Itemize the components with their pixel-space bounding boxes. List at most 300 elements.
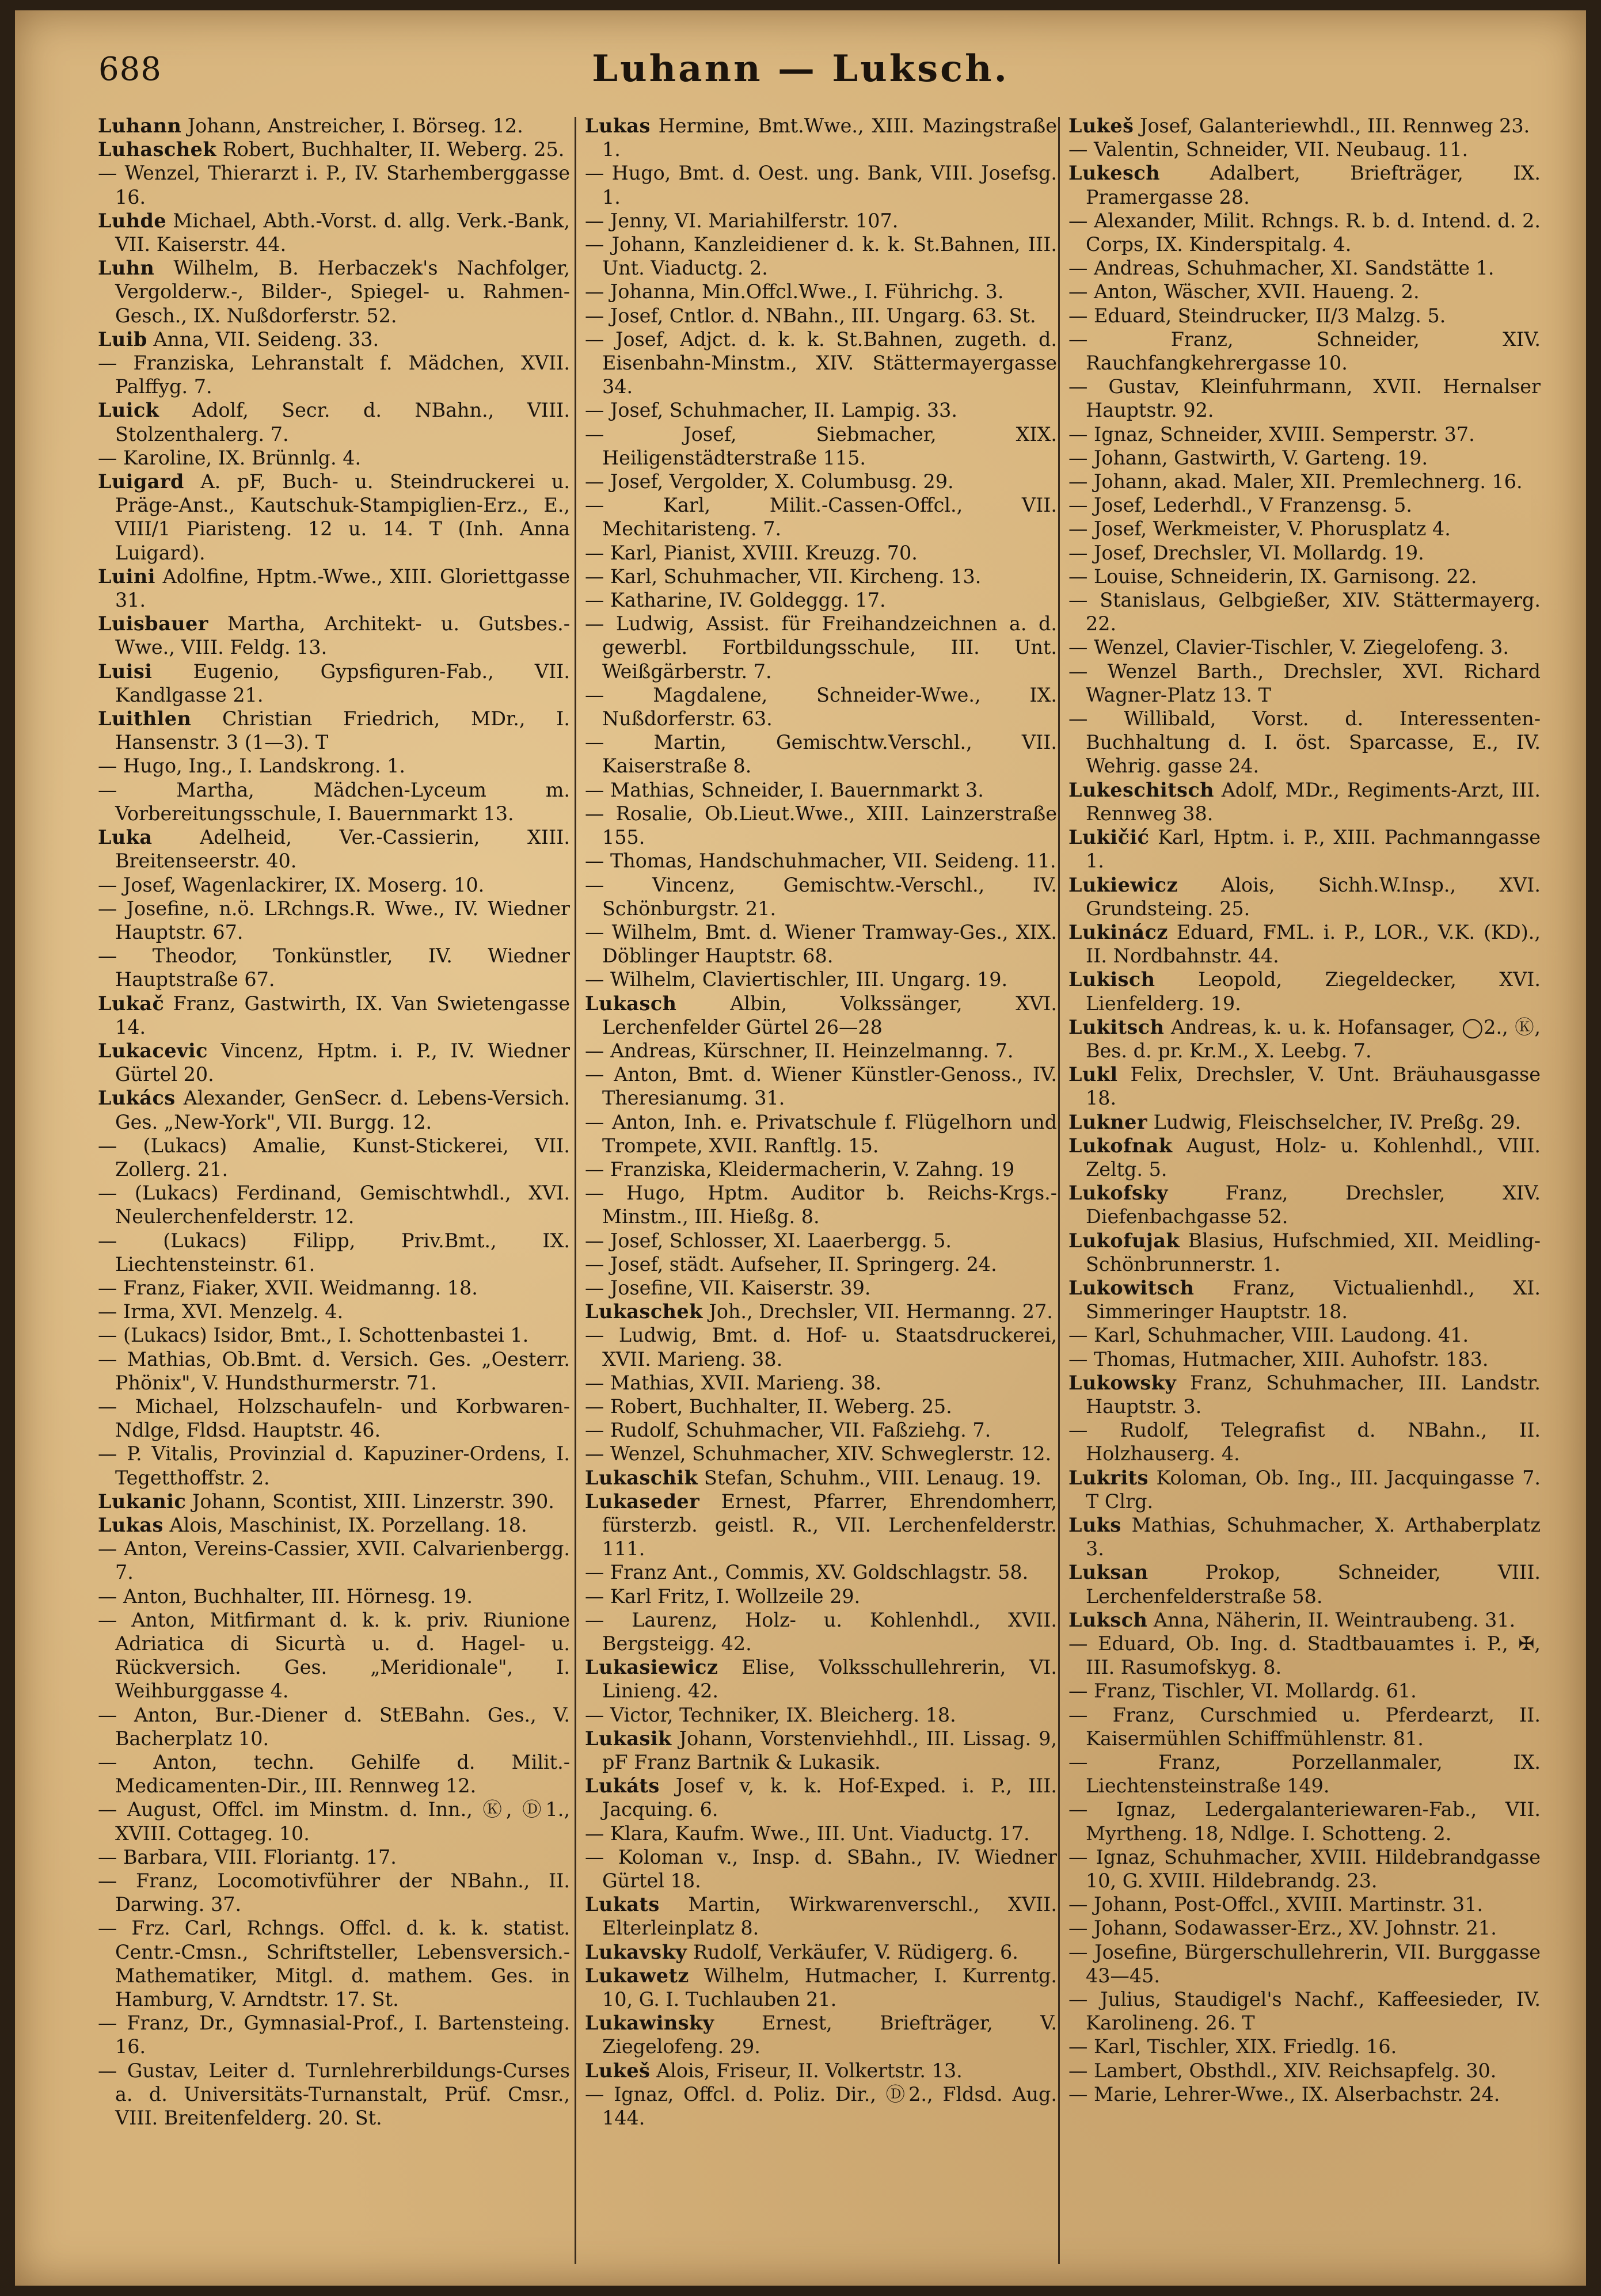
directory-entry: [98, 778, 570, 825]
directory-entry: [98, 2059, 570, 2130]
directory-entry: [98, 1703, 570, 1750]
entry-details: — Wenzel, Clavier-Tischler, V. Ziegelofeng. 3.: [1068, 636, 1509, 659]
entry-details: — Anton, Inh. e. Privatschule f. Flügelhorn und Trompete, XVII. Ranftlg. 15.: [585, 1110, 1057, 1157]
directory-entry: [98, 1608, 570, 1703]
directory-entry: [1068, 1845, 1541, 1893]
entry-details: Wilhelm, Hutmacher, I. Kurrentg. 10, G. I. Tuchlauben 21.: [602, 1964, 1057, 2011]
entry-details: — Josef, Cntlor. d. NBahn., III. Ungarg. 63. St.: [585, 304, 1036, 327]
directory-entry: [585, 1039, 1057, 1063]
directory-entry: [585, 304, 1057, 328]
directory-entry: [98, 1323, 570, 1347]
directory-entry: [585, 1110, 1057, 1157]
entry-details: — Lambert, Obsthdl., XIV. Reichsapfelg. 30.: [1068, 2059, 1497, 2082]
entry-details: Leopold, Ziegeldecker, XVI. Lienfelderg. 19.: [1086, 968, 1541, 1015]
entry-details: Christian Friedrich, MDr., I. Hansenstr. 3 (1—3). T: [115, 707, 570, 754]
directory-entry: [1068, 517, 1541, 540]
directory-entry: [1068, 1987, 1541, 2035]
entry-details: — Karl, Milit.-Cassen-Offcl., VII. Mechitaristeng. 7.: [585, 494, 1057, 540]
entry-details: — Irma, XVI. Menzelg. 4.: [98, 1300, 344, 1323]
entry-details: — Josef, Drechsler, VI. Mollardg. 19.: [1068, 541, 1424, 564]
directory-entry: [1068, 635, 1541, 659]
entry-surname: Lukitsch: [1068, 1015, 1165, 1038]
entry-surname: Lukofujak: [1068, 1229, 1180, 1252]
directory-entry: [1068, 588, 1541, 635]
entry-surname: Lukats: [585, 1893, 660, 1916]
directory-entry: [1068, 1750, 1541, 1798]
directory-entry: [98, 1585, 570, 1608]
entry-details: Albin, Volkssänger, XVI. Lerchenfelder Gürtel 26—28: [602, 992, 1057, 1038]
entry-details: Prokop, Schneider, VIII. Lerchenfelderstraße 58.: [1086, 1561, 1541, 1608]
entry-details: Adelheid, Ver.-Cassierin, XIII. Breitenseerstr. 40.: [115, 826, 570, 873]
entry-details: — Josef, Siebmacher, XIX. Heiligenstädterstraße 115.: [585, 422, 1057, 469]
entry-details: — Mathias, Ob.Bmt. d. Versich. Ges. „Oesterr. Phönix", V. Hundsthurmerstr. 71.: [98, 1347, 570, 1394]
entry-details: — Anton, Bur.-Diener d. StEBahn. Ges., V. Bacherplatz 10.: [98, 1703, 570, 1750]
entry-details: — Ignaz, Ledergalanteriewaren-Fab., VII. Myrtheng. 18, Ndlge. I. Schotteng. 2.: [1068, 1798, 1541, 1845]
directory-entry: [98, 1229, 570, 1276]
entry-details: — Anton, Bmt. d. Wiener Künstler-Genoss., IV. Theresianumg. 31.: [585, 1063, 1057, 1110]
entry-details: — Franz, Tischler, VI. Mollardg. 61.: [1068, 1680, 1417, 1703]
entry-surname: Luigard: [98, 470, 184, 493]
directory-entry: [1068, 920, 1541, 968]
entry-details: Alois, Maschinist, IX. Porzellang. 18.: [169, 1513, 527, 1536]
entry-surname: Lukanic: [98, 1490, 187, 1513]
entry-details: Johann, Vorstenviehhdl., III. Lissag. 9, pF Franz Bartnik & Lukasik.: [602, 1727, 1057, 1774]
entry-details: — Josefine, Bürgerschullehrerin, VII. Burggasse 43—45.: [1068, 1940, 1541, 1987]
directory-entry: [1068, 422, 1541, 446]
directory-entry: [98, 161, 570, 208]
directory-entry: [98, 660, 570, 707]
entry-details: Franz, Gastwirth, IX. Van Swietengasse 14.: [115, 992, 570, 1038]
entry-details: — Josef, Schlosser, XI. Laaerbergg. 5.: [585, 1229, 952, 1252]
directory-entry: [585, 1727, 1057, 1774]
entry-surname: Lukinácz: [1068, 920, 1168, 943]
directory-entry: [585, 1940, 1057, 1964]
entry-details: Ludwig, Fleischselcher, IV. Preßg. 29.: [1153, 1110, 1522, 1133]
directory-entry: [1068, 873, 1541, 920]
directory-entry: [98, 256, 570, 328]
entry-details: — Thomas, Handschuhmacher, VII. Seideng. 11.: [585, 850, 1056, 873]
entry-details: — Julius, Staudigel's Nachf., Kaffeesieder, IV. Karolineng. 26. T: [1068, 1988, 1541, 2035]
entry-surname: Lukaseder: [585, 1490, 700, 1513]
entry-details: Eduard, FML. i. P., LOR., V.K. (KD)., II. Nordbahnstr. 44.: [1086, 920, 1541, 968]
entry-details: — Josef, Schuhmacher, II. Lampig. 33.: [585, 399, 958, 422]
directory-entry: [98, 1845, 570, 1869]
entry-details: — Franz, Schneider, XIV. Rauchfangkehrergasse 10.: [1068, 328, 1541, 375]
entry-details: — Ignaz, Offcl. d. Poliz. Dir., Ⓓ2., Fldsd. Aug. 144.: [585, 2082, 1057, 2130]
directory-entry: [585, 2082, 1057, 2130]
entry-surname: Lukač: [98, 992, 165, 1015]
entry-details: — Franz, Curschmied u. Pferdearzt, II. Kaisermühlen Schiffmühlenstr. 81.: [1068, 1703, 1541, 1750]
entry-details: — Franz Ant., Commis, XV. Goldschlagstr. 58.: [585, 1561, 1029, 1584]
page-number: 688: [98, 51, 162, 88]
directory-entry: [585, 470, 1057, 493]
directory-entry: [98, 446, 570, 470]
entry-details: Vincenz, Hptm. i. P., IV. Wiedner Gürtel 20.: [115, 1039, 570, 1086]
entry-details: Blasius, Hufschmied, XII. Meidling-Schönbrunnerstr. 1.: [1086, 1229, 1541, 1275]
directory-entry: [98, 1039, 570, 1086]
directory-entry: [1068, 1513, 1541, 1560]
entry-details: — Josef, Vergolder, X. Columbusg. 29.: [585, 470, 954, 493]
entry-details: Franz, Schuhmacher, III. Landstr. Hauptstr. 3.: [1086, 1371, 1541, 1418]
entry-details: Wilhelm, B. Herbaczek's Nachfolger, Vergolderw.-, Bilder-, Spiegel- u. Rahmen-Gesch., IX. Nußdorferstr. 52.: [115, 257, 570, 327]
directory-entry: [585, 328, 1057, 399]
entry-surname: Lukisch: [1068, 968, 1155, 991]
entry-details: — Valentin, Schneider, VII. Neubaug. 11.: [1068, 138, 1469, 161]
directory-entry: [1068, 304, 1541, 328]
entry-details: — Rudolf, Telegrafist d. NBahn., II. Holzhauserg. 4.: [1068, 1419, 1541, 1465]
entry-details: Robert, Buchhalter, II. Weberg. 25.: [222, 138, 565, 161]
directory-entry: [585, 1893, 1057, 1940]
entry-surname: Lukasik: [585, 1727, 672, 1750]
entry-details: — Wilhelm, Bmt. d. Wiener Tramway-Ges., XIX. Döblinger Hauptstr. 68.: [585, 920, 1057, 968]
directory-entry: [1068, 541, 1541, 565]
directory-entry: [1068, 2059, 1541, 2082]
entry-details: Rudolf, Verkäufer, V. Rüdigerg. 6.: [693, 1940, 1018, 1963]
directory-entry: [1068, 2082, 1541, 2106]
entry-surname: Lukrits: [1068, 1466, 1149, 1489]
entry-details: Ernest, Pfarrer, Ehrendomherr, fürsterzb. geistl. R., VII. Lerchenfelderstr. 111.: [602, 1490, 1057, 1560]
directory-entry: [1068, 1323, 1541, 1347]
entry-details: — Koloman v., Insp. d. SBahn., IV. Wiedner Gürtel 18.: [585, 1845, 1057, 1893]
directory-entry: [585, 1490, 1057, 1561]
directory-entry: [585, 1063, 1057, 1110]
directory-entry: [585, 1442, 1057, 1465]
directory-entry: [1068, 446, 1541, 470]
directory-entry: [585, 849, 1057, 873]
entry-surname: Luhn: [98, 257, 155, 280]
entry-details: — Wenzel, Thierarzt i. P., IV. Starhemberggasse 16.: [98, 162, 570, 208]
directory-entry: [1068, 1229, 1541, 1276]
entry-surname: Lukner: [1068, 1110, 1148, 1133]
column-3: [1068, 114, 1541, 2267]
directory-entry: [585, 2059, 1057, 2082]
directory-entry: [98, 1181, 570, 1228]
entry-details: — Johann, Kanzleidiener d. k. k. St.Bahnen, III. Unt. Viaductg. 2.: [585, 233, 1057, 280]
directory-entry: [585, 683, 1057, 730]
directory-entry: [98, 470, 570, 565]
entry-surname: Lukasiewicz: [585, 1656, 718, 1679]
directory-entry: [585, 1276, 1057, 1300]
directory-entry: [1068, 1893, 1541, 1916]
directory-entry: [585, 612, 1057, 683]
entry-details: — Theodor, Tonkünstler, IV. Wiedner Hauptstraße 67.: [98, 945, 570, 991]
entry-surname: Lukáts: [585, 1775, 660, 1798]
directory-entry: [585, 730, 1057, 778]
entry-details: — Franz, Dr., Gymnasial-Prof., I. Bartensteing. 16.: [98, 2012, 570, 2058]
entry-surname: Lukaschik: [585, 1466, 698, 1489]
directory-entry: [98, 1276, 570, 1300]
entry-details: — Wilhelm, Claviertischler, III. Ungarg. 19.: [585, 968, 1008, 991]
entry-details: — Ludwig, Bmt. d. Hof- u. Staatsdruckerei, XVII. Marieng. 38.: [585, 1324, 1057, 1370]
entry-details: — Stanislaus, Gelbgießer, XIV. Stättermayerg. 22.: [1068, 589, 1541, 635]
entry-details: — Johanna, Min.Offcl.Wwe., I. Führichg. 3.: [585, 280, 1004, 303]
entry-surname: Luka: [98, 826, 153, 849]
entry-details: Adolf, Secr. d. NBahn., VIII. Stolzenthalerg. 7.: [115, 399, 570, 446]
entry-surname: Luks: [1068, 1513, 1121, 1536]
entry-details: Eugenio, Gypsfiguren-Fab., VII. Kandlgasse 21.: [115, 660, 570, 706]
directory-entry: [98, 873, 570, 897]
directory-entry: [585, 280, 1057, 303]
entry-details: — August, Offcl. im Minstm. d. Inn., Ⓚ, Ⓓ1., XVIII. Cottageg. 10.: [98, 1798, 570, 1845]
entry-surname: Lukofnak: [1068, 1134, 1173, 1157]
directory-entry: [585, 1774, 1057, 1821]
entry-details: — Marie, Lehrer-Wwe., IX. Alserbachstr. 24.: [1068, 2082, 1500, 2105]
directory-entry: [1068, 565, 1541, 588]
directory-entry: [1068, 660, 1541, 707]
directory-entry: [98, 114, 570, 138]
directory-entry: [585, 1585, 1057, 1608]
entry-details: — (Lukacs) Isidor, Bmt., I. Schottenbastei 1.: [98, 1324, 529, 1347]
directory-entry: [98, 1798, 570, 1845]
entry-details: — Anton, Vereins-Cassier, XVII. Calvarienbergg. 7.: [98, 1537, 570, 1584]
entry-details: Joh., Drechsler, VII. Hermanng. 27.: [709, 1300, 1053, 1323]
entry-surname: Lukowsky: [1068, 1371, 1177, 1394]
entry-surname: Lukasch: [585, 992, 677, 1015]
directory-entry: [585, 565, 1057, 588]
entry-surname: Lukacevic: [98, 1039, 208, 1062]
directory-entry: [1068, 707, 1541, 778]
entry-details: — Michael, Holzschaufeln- und Korbwaren-Ndlge, Fldsd. Hauptstr. 46.: [98, 1395, 570, 1442]
entry-details: Alexander, GenSecr. d. Lebens-Versich. Ges. „New-York", VII. Burgg. 12.: [115, 1087, 570, 1133]
entry-details: — P. Vitalis, Provinzial d. Kapuziner-Ordens, I. Tegetthoffstr. 2.: [98, 1442, 570, 1489]
directory-entry: [1068, 1181, 1541, 1228]
directory-entry: [585, 2011, 1057, 2058]
entry-surname: Luhann: [98, 115, 182, 137]
directory-entry: [585, 588, 1057, 612]
entry-details: — Karl, Schuhmacher, VII. Kircheng. 13.: [585, 565, 982, 588]
directory-entry: [98, 825, 570, 873]
column-2: [585, 114, 1057, 2267]
entry-details: Josef, Galanteriewhdl., III. Rennweg 23.: [1140, 115, 1530, 137]
entry-details: — Josef, Wagenlackirer, IX. Moserg. 10.: [98, 873, 485, 896]
column-divider: [1058, 117, 1060, 2264]
entry-details: Karl, Hptm. i. P., XIII. Pachmanngasse 1.: [1086, 826, 1541, 873]
entry-details: — Hugo, Hptm. Auditor b. Reichs-Krgs.-Minstm., III. Hießg. 8.: [585, 1182, 1057, 1228]
directory-entry: [585, 1845, 1057, 1893]
entry-details: — (Lukacs) Filipp, Priv.Bmt., IX. Liechtensteinstr. 61.: [98, 1229, 570, 1275]
directory-entry: [98, 1869, 570, 1916]
entry-details: — Josef, Adjct. d. k. k. St.Bahnen, zugeth. d. Eisenbahn-Minstm., XIV. Stättermayergasse 34.: [585, 328, 1057, 398]
directory-entry: [98, 1513, 570, 1537]
entry-surname: Lukaschek: [585, 1300, 703, 1323]
entry-details: — Franz, Locomotivführer der NBahn., II. Darwing. 37.: [98, 1869, 570, 1916]
entry-details: Michael, Abth.-Vorst. d. allg. Verk.-Bank, VII. Kaiserstr. 44.: [115, 209, 570, 256]
entry-surname: Lukl: [1068, 1063, 1118, 1086]
entry-details: — Gustav, Kleinfuhrmann, XVII. Hernalser Hauptstr. 92.: [1068, 375, 1541, 422]
directory-entry: [585, 992, 1057, 1039]
entry-details: — Josef, städt. Aufseher, II. Springerg. 24.: [585, 1252, 997, 1275]
entry-details: — Louise, Schneiderin, IX. Garnisong. 22.: [1068, 565, 1477, 588]
entry-details: — Franziska, Kleidermacherin, V. Zahng. 19: [585, 1157, 1015, 1181]
directory-entry: [585, 422, 1057, 470]
entry-surname: Luksch: [1068, 1608, 1148, 1631]
directory-entry: [98, 1750, 570, 1798]
directory-entry: [1068, 256, 1541, 280]
directory-entry: [1068, 1134, 1541, 1181]
entry-details: Elise, Volksschullehrerin, VI. Linieng. 42.: [602, 1656, 1057, 1703]
directory-entry: [1068, 825, 1541, 873]
entry-details: Alois, Friseur, II. Volkertstr. 13.: [656, 2059, 963, 2082]
entry-details: Johann, Anstreicher, I. Börseg. 12.: [187, 115, 523, 137]
directory-entry: [98, 328, 570, 351]
directory-entry: [585, 1655, 1057, 1703]
entry-details: — Ludwig, Assist. für Freihandzeichnen a. d. gewerbl. Fortbildungsschule, III. Unt. Weißgärberstr. 7.: [585, 612, 1057, 683]
entry-details: — Johann, Sodawasser-Erz., XV. Johnstr. 21.: [1068, 1917, 1497, 1940]
directory-entry: [98, 992, 570, 1039]
entry-details: Anna, Näherin, II. Weintraubeng. 31.: [1153, 1608, 1516, 1631]
directory-entry: [1068, 1015, 1541, 1063]
entry-details: — Rosalie, Ob.Lieut.Wwe., XIII. Lainzerstraße 155.: [585, 802, 1057, 849]
entry-details: — Jenny, VI. Mariahilferstr. 107.: [585, 209, 899, 232]
directory-entry: [98, 944, 570, 991]
directory-entry: [98, 138, 570, 161]
directory-entry: [1068, 1632, 1541, 1679]
entry-details: — Laurenz, Holz- u. Kohlenhdl., XVII. Bergsteigg. 42.: [585, 1608, 1057, 1655]
entry-details: — Karl, Schuhmacher, VIII. Laudong. 41.: [1068, 1324, 1469, 1347]
entry-details: Johann, Scontist, XIII. Linzerstr. 390.: [192, 1490, 554, 1513]
directory-entry: [1068, 1798, 1541, 1845]
entry-surname: Lukas: [585, 115, 651, 137]
directory-entry: [585, 541, 1057, 565]
directory-entry: [585, 493, 1057, 540]
directory-entry: [1068, 1679, 1541, 1703]
entry-surname: Luisbauer: [98, 612, 208, 635]
entry-details: — Ignaz, Schneider, XVIII. Semperstr. 37.: [1068, 422, 1475, 446]
entry-details: — Franz, Fiaker, XVII. Weidmanng. 18.: [98, 1276, 478, 1299]
entry-details: — (Lukacs) Ferdinand, Gemischtwhdl., XVI. Neulerchenfelderstr. 12.: [98, 1182, 570, 1228]
entry-details: — Vincenz, Gemischtw.-Verschl., IV. Schönburgstr. 21.: [585, 873, 1057, 920]
entry-details: Andreas, k. u. k. Hofansager, ◯2., Ⓚ, Bes. d. pr. Kr.M., X. Leebg. 7.: [1086, 1015, 1541, 1062]
entry-details: Koloman, Ob. Ing., III. Jacquingasse 7. T Clrg.: [1086, 1466, 1541, 1513]
directory-entry: [98, 612, 570, 659]
directory-entry: [98, 398, 570, 446]
entry-surname: Lukeš: [1068, 115, 1134, 137]
entry-surname: Luhde: [98, 209, 167, 232]
entry-details: — Karl Fritz, I. Wollzeile 29.: [585, 1585, 861, 1608]
directory-entry: [1068, 493, 1541, 517]
entry-surname: Lukesch: [1068, 162, 1161, 185]
column-divider: [575, 117, 576, 2264]
entry-surname: Luini: [98, 565, 155, 588]
directory-entry: [585, 161, 1057, 208]
directory-entry: [585, 114, 1057, 161]
directory-entry: [1068, 161, 1541, 208]
entry-details: — Ignaz, Schuhmacher, XVIII. Hildebrandgasse 10, G. XVIII. Hildebrandg. 23.: [1068, 1845, 1541, 1893]
directory-entry: [98, 1300, 570, 1323]
directory-entry: [1068, 778, 1541, 825]
directory-entry: [585, 1418, 1057, 1442]
entry-details: Martin, Wirkwarenverschl., XVII. Elterleinplatz 8.: [602, 1893, 1057, 1940]
column-1: [98, 114, 570, 2267]
directory-entry: [1068, 1916, 1541, 1940]
directory-entry: [585, 233, 1057, 280]
entry-details: Ernest, Briefträger, V. Ziegelofeng. 29.: [602, 2012, 1057, 2058]
entry-details: Adolf, MDr., Regiments-Arzt, III. Rennweg 38.: [1086, 778, 1541, 825]
entry-details: Adalbert, Briefträger, IX. Pramergasse 28.: [1086, 162, 1541, 208]
page-title: Luhann — Luksch.: [592, 47, 1009, 90]
entry-surname: Lukács: [98, 1087, 176, 1110]
directory-page: [15, 10, 1586, 2286]
entry-details: Adolfine, Hptm.-Wwe., XIII. Gloriettgasse 31.: [115, 565, 570, 612]
directory-entry: [1068, 1608, 1541, 1632]
directory-entry: [1068, 1110, 1541, 1134]
directory-entry: [1068, 280, 1541, 303]
entry-details: — Andreas, Schuhmacher, XI. Sandstätte 1.: [1068, 257, 1494, 280]
entry-details: — Martin, Gemischtw.Verschl., VII. Kaiserstraße 8.: [585, 731, 1057, 778]
directory-entry: [585, 1181, 1057, 1228]
directory-entry: [585, 1466, 1057, 1490]
entry-surname: Lukawinsky: [585, 2012, 714, 2035]
directory-entry: [1068, 1063, 1541, 1110]
directory-entry: [98, 897, 570, 944]
entry-details: Josef v, k. k. Hof-Exped. i. P., III. Jacquing. 6.: [602, 1775, 1057, 1821]
entry-details: — Eduard, Ob. Ing. d. Stadtbauamtes i. P., ✠, III. Rasumofskyg. 8.: [1068, 1632, 1541, 1679]
directory-entry: [585, 1395, 1057, 1418]
entry-details: — Rudolf, Schuhmacher, VII. Faßziehg. 7.: [585, 1419, 991, 1442]
entry-surname: Lukavsky: [585, 1940, 687, 1963]
entry-details: — Andreas, Kürschner, II. Heinzelmanng. 7.: [585, 1039, 1014, 1062]
directory-entry: [98, 1134, 570, 1181]
directory-entry: [1068, 375, 1541, 422]
entry-details: Martha, Architekt- u. Gutsbes.-Wwe., VIII. Feldg. 13.: [115, 612, 570, 659]
entry-details: Hermine, Bmt.Wwe., XIII. Mazingstraße 1.: [602, 115, 1057, 161]
entry-details: — Josef, Lederhdl., V Franzensg. 5.: [1068, 494, 1412, 517]
entry-details: — Josefine, VII. Kaiserstr. 39.: [585, 1276, 871, 1299]
directory-entry: [98, 565, 570, 612]
entry-details: — Frz. Carl, Rchngs. Offcl. d. k. k. statist. Centr.-Cmsn., Schriftsteller, Lebensversich.-Mathematiker, Mitgl. d. mathem. Ges. in Hamburg, V. Arndtstr. 17. St.: [98, 1917, 570, 2011]
entry-details: — Karoline, IX. Brünnlg. 4.: [98, 446, 362, 469]
entry-details: A. pF, Buch- u. Steindruckerei u. Präge-Anst., Kautschuk-Stampiglien-Erz., E., VIII/1 Piaristeng. 12 u. 14. T (Inh. Anna Luigard).: [115, 470, 570, 564]
directory-entry: [1068, 328, 1541, 375]
entry-surname: Lukas: [98, 1513, 163, 1536]
entry-surname: Luhaschek: [98, 138, 216, 161]
directory-entry: [585, 778, 1057, 802]
directory-entry: [585, 920, 1057, 968]
entry-surname: Luib: [98, 328, 147, 351]
entry-details: — Karl, Tischler, XIX. Friedlg. 16.: [1068, 2035, 1397, 2058]
directory-entry: [585, 1323, 1057, 1370]
directory-entry: [585, 1608, 1057, 1655]
directory-entry: [585, 1703, 1057, 1727]
entry-details: — Johann, akad. Maler, XII. Premlechnerg. 16.: [1068, 470, 1523, 493]
entry-details: — Mathias, Schneider, I. Bauernmarkt 3.: [585, 778, 984, 801]
entry-details: — Franz, Porzellanmaler, IX. Liechtensteinstraße 149.: [1068, 1751, 1541, 1798]
directory-entry: [98, 754, 570, 778]
directory-entry: [98, 1086, 570, 1133]
entry-surname: Lukeschitsch: [1068, 778, 1215, 801]
directory-entry: [585, 1229, 1057, 1252]
entry-details: — Anton, Buchhalter, III. Hörnesg. 19.: [98, 1585, 473, 1608]
directory-entry: [98, 1537, 570, 1584]
entry-details: — Wenzel, Schuhmacher, XIV. Schweglerstr. 12.: [585, 1442, 1052, 1465]
directory-entry: [585, 398, 1057, 422]
directory-entry: [1068, 1418, 1541, 1465]
directory-entry: [1068, 968, 1541, 1015]
entry-details: — Magdalene, Schneider-Wwe., IX. Nußdorferstr. 63.: [585, 683, 1057, 730]
directory-entry: [1068, 1940, 1541, 1987]
entry-details: — Thomas, Hutmacher, XIII. Auhofstr. 183.: [1068, 1347, 1489, 1370]
directory-entry: [98, 2011, 570, 2058]
directory-entry: [585, 802, 1057, 849]
entry-details: August, Holz- u. Kohlenhdl., VIII. Zeltg. 5.: [1086, 1134, 1541, 1181]
entry-surname: Lukofsky: [1068, 1182, 1168, 1205]
entry-details: — Johann, Gastwirth, V. Garteng. 19.: [1068, 446, 1428, 469]
entry-details: Felix, Drechsler, V. Unt. Bräuhausgasse 18.: [1086, 1063, 1541, 1110]
entry-details: — Hugo, Ing., I. Landskrong. 1.: [98, 755, 406, 778]
entry-details: Stefan, Schuhm., VIII. Lenaug. 19.: [703, 1466, 1042, 1489]
entry-surname: Lukowitsch: [1068, 1276, 1195, 1299]
entry-details: — Anton, Mitfirmant d. k. k. priv. Riunione Adriatica di Sicurtà u. d. Hagel- u. Rückversich. Ges. „Meridionale", I. Weihburggasse 4.: [98, 1608, 570, 1703]
